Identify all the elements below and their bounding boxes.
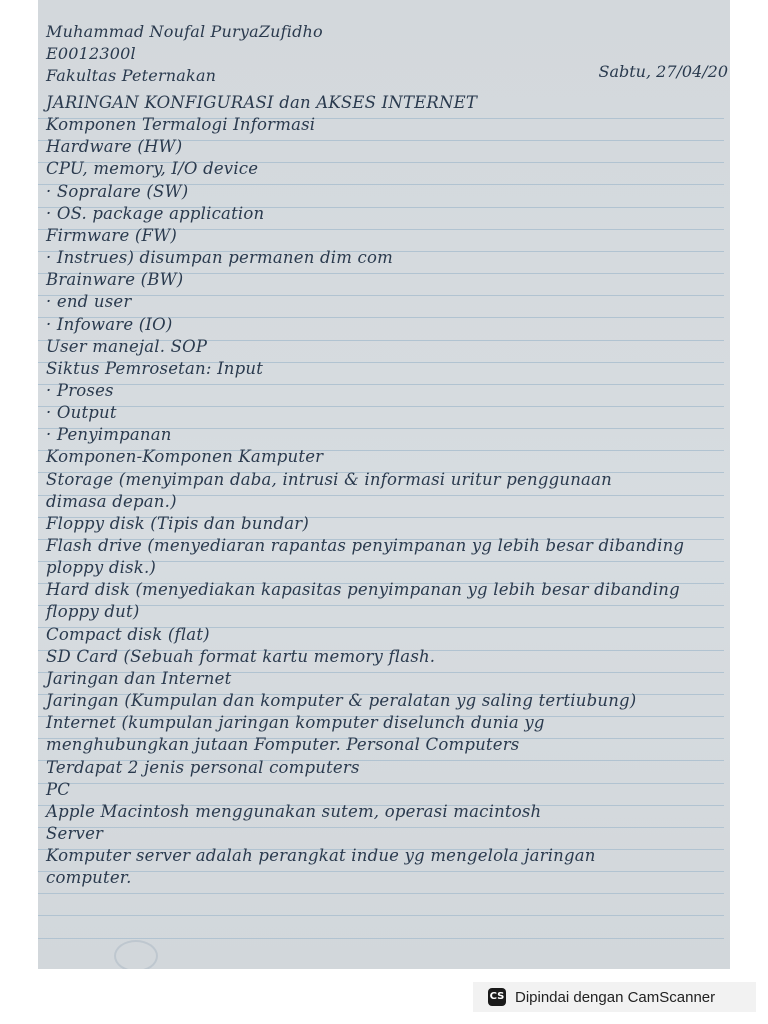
note-line: Komponen Termalogi Informasi [46, 115, 316, 134]
note-line: Flash drive (menyediaran rapantas penyimpanan yg lebih besar dibanding [46, 536, 685, 555]
note-line: Floppy disk (Tipis dan bundar) [46, 514, 309, 533]
note-line: ploppy disk.) [46, 558, 157, 577]
rule-line [38, 783, 724, 784]
note-date: Sabtu, 27/04/20 [598, 62, 728, 81]
note-line: · Infoware (IO) [46, 315, 173, 334]
rule-line [38, 827, 724, 828]
note-line: computer. [46, 868, 132, 887]
student-name: Muhammad Noufal PuryaZufidho [46, 22, 323, 41]
note-line: User manejal. SOP [46, 337, 208, 356]
note-line: Internet (kumpulan jaringan komputer diselunch dunia yg [46, 713, 545, 732]
note-line: Hardware (HW) [46, 137, 183, 156]
rule-line [38, 915, 724, 916]
note-line: dimasa depan.) [46, 492, 177, 511]
camscanner-label: Dipindai dengan CamScanner [515, 988, 716, 1006]
rule-line [38, 938, 724, 939]
notebook-page [38, 0, 730, 969]
note-line: · Penyimpanan [46, 425, 172, 444]
note-line: CPU, memory, I/O device [46, 159, 259, 178]
rule-line [38, 384, 724, 385]
rule-line [38, 406, 724, 407]
rule-line [38, 605, 724, 606]
note-line: Storage (menyimpan daba, intrusi & informasi uritur penggunaan [46, 470, 612, 489]
faculty: Fakultas Peternakan [46, 66, 217, 85]
camscanner-watermark [473, 982, 756, 1012]
note-line: SD Card (Sebuah format kartu memory flash. [46, 647, 436, 666]
note-line: Firmware (FW) [46, 226, 177, 245]
student-id: E0012300l [46, 44, 136, 63]
note-line: · Instrues) disumpan permanen dim com [46, 248, 393, 267]
note-line: · OS. package application [46, 204, 265, 223]
rule-line [38, 893, 724, 894]
note-line: Apple Macintosh menggunakan sutem, operasi macintosh [46, 802, 542, 821]
note-line: Server [46, 824, 104, 843]
note-line: JARINGAN KONFIGURASI dan AKSES INTERNET [46, 93, 478, 112]
note-line: · Proses [46, 381, 114, 400]
note-line: menghubungkan jutaan Fomputer. Personal Computers [46, 735, 520, 754]
note-line: Brainware (BW) [46, 270, 184, 289]
note-line: · Output [46, 403, 117, 422]
note-line: Jaringan (Kumpulan dan komputer & peralatan yg saling tertiubung) [46, 691, 637, 710]
note-line: Komponen-Komponen Kamputer [46, 447, 324, 466]
note-line: Jaringan dan Internet [46, 669, 232, 688]
note-line: Komputer server adalah perangkat indue yg mengelola jaringan [46, 846, 596, 865]
note-line: Siktus Pemrosetan: Input [46, 359, 264, 378]
camscanner-logo-icon: CS [488, 988, 506, 1006]
note-line: · end user [46, 292, 132, 311]
note-line: Hard disk (menyediakan kapasitas penyimpanan yg lebih besar dibanding [46, 580, 680, 599]
note-line: · Sopralare (SW) [46, 182, 189, 201]
rule-line [38, 871, 724, 872]
note-line: Compact disk (flat) [46, 625, 210, 644]
note-line: PC [46, 780, 71, 799]
note-line: Terdapat 2 jenis personal computers [46, 758, 360, 777]
note-line: floppy dut) [46, 602, 140, 621]
faint-stamp-mark [114, 940, 158, 969]
rule-line [38, 295, 724, 296]
